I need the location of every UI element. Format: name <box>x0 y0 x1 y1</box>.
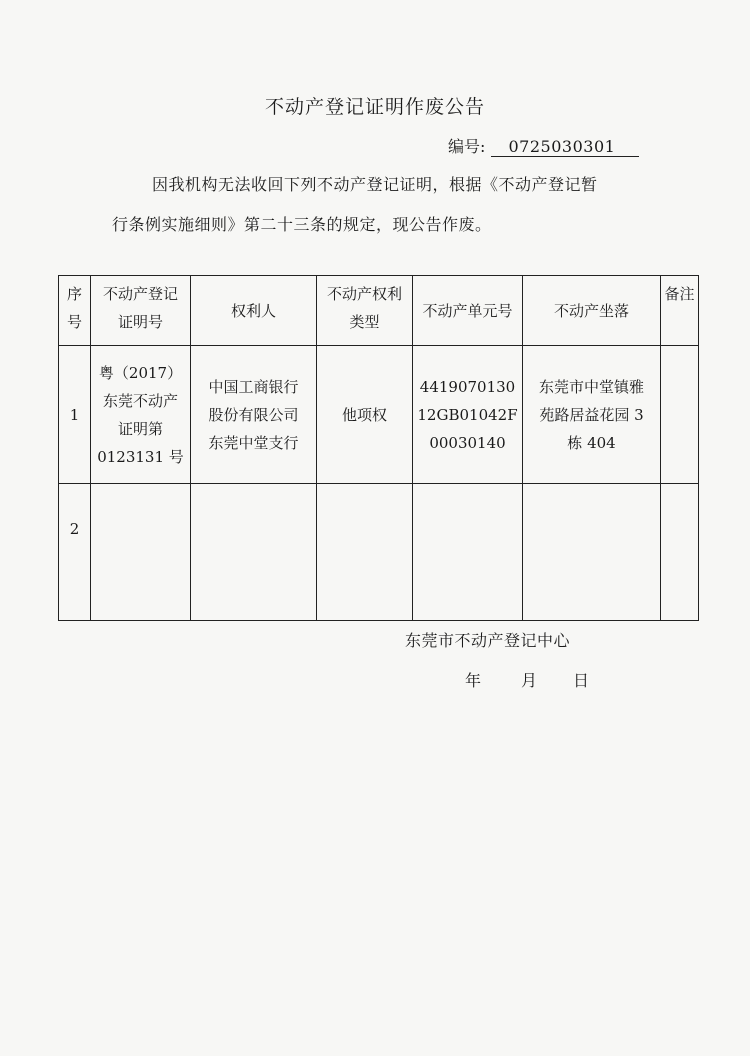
header-cert <box>91 276 191 346</box>
header-remark-text: 备注 <box>664 285 695 303</box>
issuing-organization: 东莞市不动产登记中心 <box>405 631 571 650</box>
row-2-seq-text: 2 <box>69 520 80 538</box>
header-location <box>523 276 661 346</box>
row-1-location-line-1: 东莞市中堂镇雅 <box>538 377 644 396</box>
header-seq-line-1: 序 <box>66 285 82 303</box>
row-1-location-line-2: 苑路居益花园 3 <box>539 405 644 424</box>
row-2-unit-no <box>413 484 523 621</box>
date-line <box>465 668 613 691</box>
number-label: 编号: <box>448 137 486 156</box>
row-2-holder <box>191 484 317 621</box>
header-cert-line-1: 不动产登记 <box>102 285 178 303</box>
row-1-cert-line-3: 证明第 <box>117 419 163 438</box>
table-row <box>59 346 699 484</box>
header-cert-line-2: 证明号 <box>117 313 163 331</box>
row-2-remark <box>661 484 699 621</box>
header-unit-no <box>413 276 523 346</box>
header-seq-line-2: 号 <box>66 313 82 331</box>
row-2-location <box>523 484 661 621</box>
row-1-holder <box>191 346 317 484</box>
date-year: 年 <box>465 671 482 690</box>
row-1-location <box>523 346 661 484</box>
number-value: 0725030301 <box>491 137 639 157</box>
date-month: 月 <box>521 671 538 690</box>
row-1-right-type: 他项权 <box>317 346 413 484</box>
row-1-holder-line-2: 股份有限公司 <box>208 405 299 424</box>
document-title: 不动产登记证明作废公告 <box>264 96 485 118</box>
row-1-remark <box>661 346 699 484</box>
row-2-cert <box>91 484 191 621</box>
row-1-cert-line-2: 东莞不动产 <box>102 391 178 410</box>
row-1-unit-no-line-3: 00030140 <box>429 433 506 452</box>
header-right-type <box>317 276 413 346</box>
header-remark <box>661 276 699 346</box>
header-holder <box>191 276 317 346</box>
row-1-unit-no-line-1: 4419070130 <box>419 377 516 396</box>
date-day: 日 <box>573 671 590 690</box>
header-right-type-line-2: 类型 <box>349 313 380 331</box>
row-1-holder-line-1: 中国工商银行 <box>208 377 299 396</box>
body-paragraph-line-2: 行条例实施细则》第二十三条的规定，现公告作废。 <box>112 215 492 234</box>
row-1-seq: 1 <box>59 346 91 484</box>
row-1-holder-line-3: 东莞中堂支行 <box>208 433 299 452</box>
header-seq <box>59 276 91 346</box>
row-1-cert-line-4: 0123131 号 <box>97 447 184 466</box>
header-location-text: 不动产坐落 <box>553 301 629 320</box>
table-header-row <box>59 276 699 346</box>
body-paragraph-line-1: 因我机构无法收回下列不动产登记证明，根据《不动产登记暂 <box>152 175 598 194</box>
header-right-type-line-1: 不动产权利 <box>326 285 402 303</box>
table-row <box>59 484 699 621</box>
row-2-seq <box>59 484 91 621</box>
header-unit-no-text: 不动产单元号 <box>422 301 513 320</box>
row-2-right-type <box>317 484 413 621</box>
records-table <box>58 275 699 621</box>
row-1-unit-no-line-2: 12GB01042F <box>417 405 518 424</box>
header-holder-text: 权利人 <box>230 301 276 320</box>
row-1-cert <box>91 346 191 484</box>
row-1-location-line-3: 栋 404 <box>567 433 616 452</box>
row-1-cert-line-1: 粤（2017） <box>98 363 183 382</box>
document-number <box>448 134 639 157</box>
row-1-unit-no <box>413 346 523 484</box>
